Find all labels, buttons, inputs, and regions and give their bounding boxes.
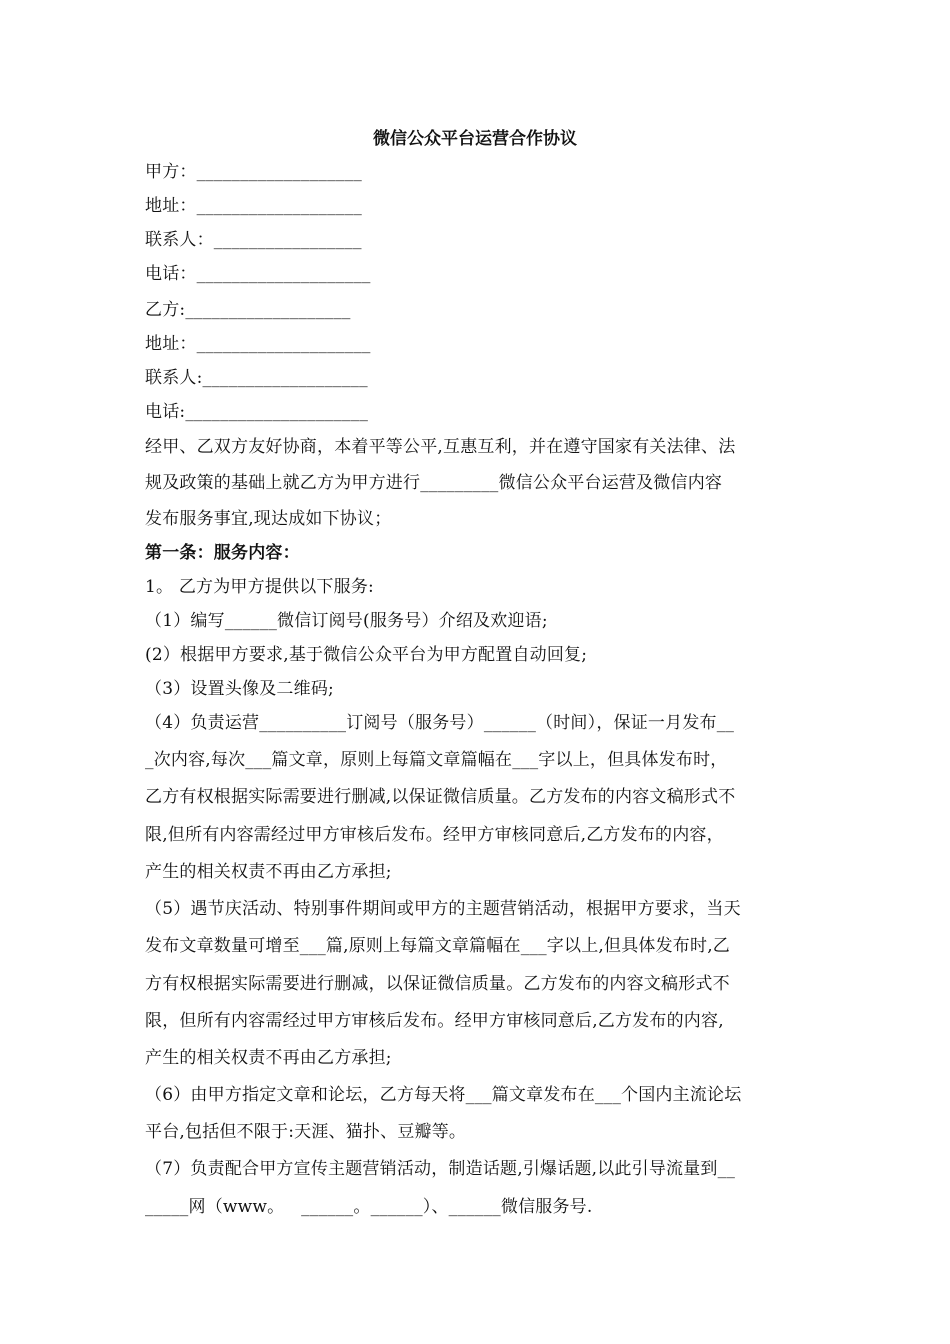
clause-line: 发布文章数量可增至___篇,原则上每篇文章篇幅在___字以上,但具体发布时,乙	[145, 936, 731, 956]
clause-line: _____网（www。 ______。______）、______微信服务号.	[145, 1197, 593, 1217]
party-b-address: 地址：____________________	[145, 334, 371, 354]
clause-line: 产生的相关权责不再由乙方承担;	[145, 862, 392, 882]
clause-line: （1）编写______微信订阅号(服务号）介绍及欢迎语;	[145, 611, 548, 631]
party-a-address: 地址：___________________	[145, 196, 362, 216]
clause-line: 方有权根据实际需要进行删减，以保证微信质量。乙方发布的内容文稿形式不	[145, 974, 730, 994]
clause-line: 产生的相关权责不再由乙方承担;	[145, 1048, 392, 1068]
clause-line: 平台,包括但不限于:天涯、猫扑、豆瓣等。	[145, 1122, 467, 1142]
preamble-line: 发布服务事宜,现达成如下协议；	[145, 509, 392, 529]
clause-line: (2）根据甲方要求,基于微信公众平台为甲方配置自动回复;	[145, 645, 588, 665]
party-b-contact: 联系人:___________________	[145, 368, 368, 388]
clause-line: （4）负责运营__________订阅号（服务号）______（时间），保证一月发布__	[145, 713, 735, 733]
clause-line: 1。 乙方为甲方提供以下服务:	[145, 577, 374, 597]
party-a-phone: 电话：____________________	[145, 264, 371, 284]
clause-line: （6）由甲方指定文章和论坛，乙方每天将___篇文章发布在___个国内主流论坛	[145, 1085, 742, 1105]
article-one-heading: 第一条：服务内容：	[145, 543, 300, 563]
clause-line: _次内容,每次___篇文章，原则上每篇文章篇幅在___字以上，但具体发布时，	[145, 750, 728, 770]
party-a-name: 甲方：___________________	[145, 162, 362, 182]
party-a-contact: 联系人：_________________	[145, 230, 362, 250]
clause-line: （3）设置头像及二维码;	[145, 679, 334, 699]
clause-line: 限,但所有内容需经过甲方审核后发布。经甲方审核同意后,乙方发布的内容，	[145, 825, 724, 845]
clause-line: 限，但所有内容需经过甲方审核后发布。经甲方审核同意后,乙方发布的内容,	[145, 1011, 724, 1031]
clause-line: （5）遇节庆活动、特别事件期间或甲方的主题营销活动，根据甲方要求，当天	[145, 899, 741, 919]
document-title: 微信公众平台运营合作协议	[373, 129, 577, 149]
preamble-line: 规及政策的基础上就乙方为甲方进行_________微信公众平台运营及微信内容	[145, 473, 723, 493]
clause-line: 乙方有权根据实际需要进行删减,以保证微信质量。乙方发布的内容文稿形式不	[145, 787, 736, 807]
party-b-phone: 电话:_____________________	[145, 402, 369, 422]
clause-line: （7）负责配合甲方宣传主题营销活动，制造话题,引爆话题,以此引导流量到__	[145, 1159, 736, 1179]
preamble-line: 经甲、乙双方友好协商，本着平等公平,互惠互利，并在遵守国家有关法律、法	[145, 437, 736, 457]
party-b-name: 乙方:___________________	[145, 300, 351, 320]
